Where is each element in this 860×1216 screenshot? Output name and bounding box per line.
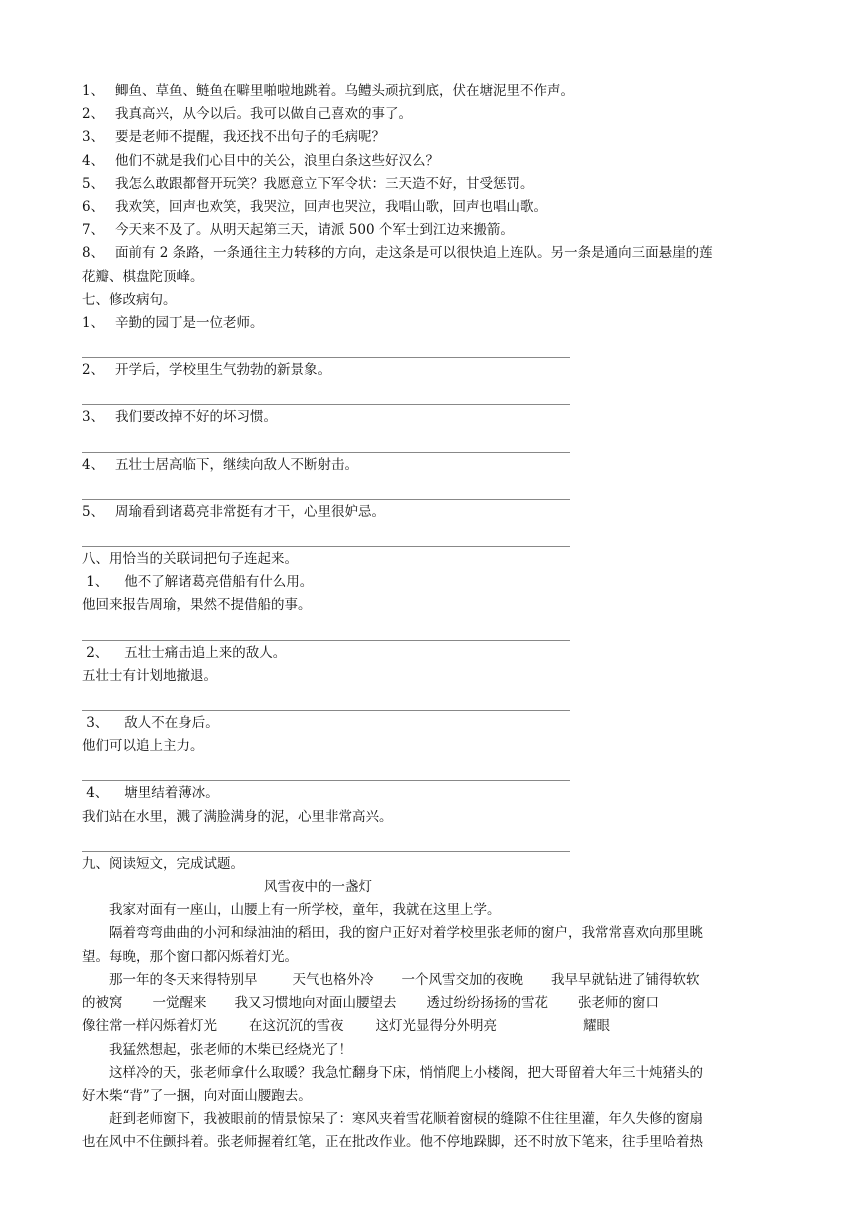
passage-paragraph-cont: 好木柴“背”了一捆，向对面山腰跑去。 — [82, 1087, 312, 1104]
section7-heading: 七、修改病句。 — [82, 291, 177, 308]
passage-paragraph: 我猛然想起，张老师的木柴已经烧光了！ — [109, 1041, 352, 1058]
question-item: 1、 辛勤的园丁是一位老师。 — [82, 315, 264, 332]
question-item-line2: 他回来报告周瑜，果然不提借船的事。 — [82, 597, 312, 614]
passage-paragraph-blanks: 的被窝 一觉醒来 我又习惯地向对面山腰望去 透过纷纷扬扬的雪花 张老师的窗口 — [82, 995, 659, 1012]
question-item: 4、 五壮士居高临下，继续向敌人不断射击。 — [82, 456, 358, 473]
passage-paragraph-cont: 望。每晚，那个窗口都闪烁着灯光。 — [82, 948, 298, 965]
answer-line[interactable] — [82, 618, 570, 641]
list-item: 6、 我欢笑，回声也欢笑，我哭泣，回声也哭泣，我唱山歌，回声也唱山歌。 — [82, 199, 547, 216]
answer-line[interactable] — [82, 335, 570, 358]
passage-paragraph: 我家对面有一座山，山腰上有一所学校，童年，我就在这里上学。 — [109, 902, 501, 919]
passage-paragraph: 隔着弯弯曲曲的小河和绿油油的稻田，我的窗户正好对着学校里张老师的窗户，我常常喜欢向那里眺 — [109, 925, 703, 942]
question-item: 2、 开学后，学校里生气勃勃的新景象。 — [82, 362, 331, 379]
answer-line[interactable] — [82, 477, 570, 500]
list-item: 4、 他们不就是我们心目中的关公，浪里白条这些好汉么？ — [82, 152, 439, 169]
answer-line[interactable] — [82, 382, 570, 405]
question-item: 3、 敌人不在身后。 — [86, 715, 219, 732]
answer-line[interactable] — [82, 524, 570, 547]
question-item-line2: 他们可以追上主力。 — [82, 738, 204, 755]
passage-paragraph-blanks: 像往常一样闪烁着灯光 在这沉沉的雪夜 这灯光显得分外明亮 耀眼 — [82, 1018, 610, 1035]
list-item: 1、 鲫鱼、草鱼、鲢鱼在噼里啪啦地跳着。乌鳢头顽抗到底，伏在塘泥里不作声。 — [82, 83, 574, 99]
answer-line[interactable] — [82, 829, 570, 852]
answer-line[interactable] — [82, 758, 570, 781]
question-item-line2: 五壮士有计划地撤退。 — [82, 667, 217, 684]
list-item: 3、 要是老师不提醒，我还找不出句子的毛病呢？ — [82, 129, 385, 146]
passage-paragraph-cont: 也在风中不住颤抖着。张老师握着红笔，正在批改作业。他不停地跺脚，还不时放下笔来，往手里哈着热 — [82, 1134, 703, 1151]
question-item: 1、 他不了解诸葛亮借船有什么用。 — [86, 574, 314, 591]
question-item: 4、 塘里结着薄冰。 — [86, 785, 219, 802]
answer-line[interactable] — [82, 688, 570, 711]
question-item: 2、 五壮士痛击追上来的敌人。 — [86, 644, 287, 661]
list-item: 2、 我真高兴，从今以后。我可以做自己喜欢的事了。 — [82, 106, 412, 123]
section9-heading: 九、阅读短文，完成试题。 — [82, 855, 244, 872]
list-item: 7、 今天来不及了。从明天起第三天，请派 500 个军士到江边来搬箭。 — [82, 222, 514, 239]
passage-paragraph: 赶到老师窗下，我被眼前的情景惊呆了：寒风夹着雪花顺着窗棂的缝隙不住往里灌，年久失修的窗扇 — [109, 1111, 703, 1128]
answer-line[interactable] — [82, 430, 570, 453]
section8-heading: 八、用恰当的关联词把句子连起来。 — [82, 551, 298, 568]
list-item: 8、 面前有 2 条路，一条通往主力转移的方向，走这条是可以很快追上连队。另一条是通向三面悬崖的莲 — [82, 245, 713, 262]
section6-list — [82, 80, 782, 289]
passage-paragraph: 这样冷的天，张老师拿什么取暖？我急忙翻身下床，悄悄爬上小楼阁，把大哥留着大年三十炖猪头的 — [109, 1064, 703, 1081]
list-item: 5、 我怎么敢跟都督开玩笑？我愿意立下军令状：三天造不好，甘受惩罚。 — [82, 175, 534, 192]
question-item-line2: 我们站在水里，溅了满脸满身的泥，心里非常高兴。 — [82, 808, 393, 825]
question-item: 3、 我们要改掉不好的坏习惯。 — [82, 409, 277, 426]
question-item: 5、 周瑜看到诸葛亮非常挺有才干，心里很妒忌。 — [82, 503, 385, 520]
list-item-continuation: 花瓣、棋盘陀顶峰。 — [82, 268, 204, 285]
passage-title: 风雪夜中的一盏灯 — [264, 879, 372, 896]
passage-paragraph-blanks: 那一年的冬天来得特别早 天气也格外冷 一个风雪交加的夜晚 我早早就钻进了铺得软软 — [109, 971, 700, 988]
document-page — [82, 80, 782, 1155]
